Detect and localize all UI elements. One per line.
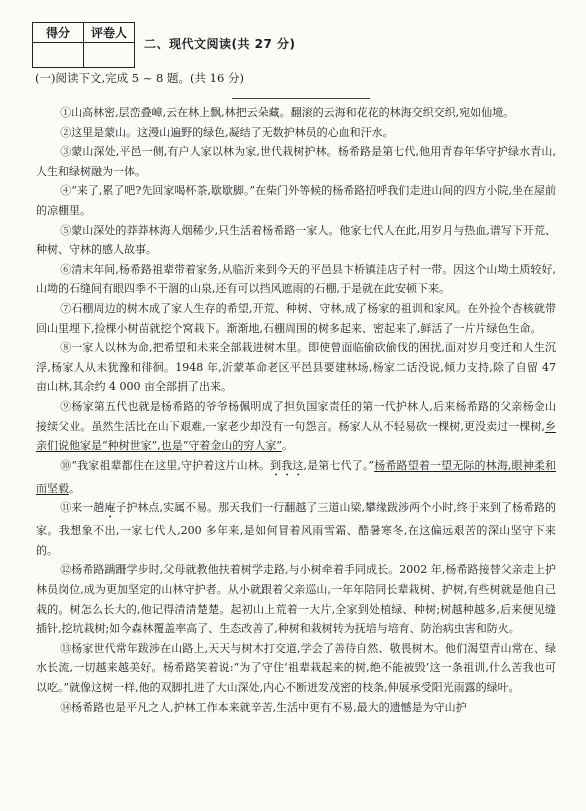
paragraph-3: ③蒙山深处,平邑一侧,有户人家以林为家,世代栽树护林。杨希路是第七代,他用青春年华守护绿水青山,人生和绿树融为一体。 (36, 145, 556, 178)
score-cell (33, 43, 84, 68)
paragraph-13: ⑬杨家世代常年跋涉在山路上,天天与树木打交道,学会了善待自然、敬畏树木。他们渴望青山常在、绿水长流,一切越来越美好。杨希路笑着说:“为了守住‘祖辈栽起来的树,绝不能被毁’这一条祖训,什么苦我也可以吃。”就像这树一样,他的双脚扎进了大山深处,内心不断迸发茂密的枝条,伸展承受阳光雨露的绿叶。 (36, 641, 556, 695)
paragraph-11: ⑪来一趟庵子护林点,实属不易。那天我们一行翻越了三道山梁,攀缘跋涉两个小时,终于来到了杨希路的家。我想象不出,一家七代人,200 多年来,是如何冒着风雨雪霜、酷暑寒冬,在这偏远艰苦的深山坚守下来的。 (36, 501, 557, 557)
passage-title-blank (232, 98, 370, 99)
paragraph-10: ⑩“我家祖辈都住在这里,守护着这片山林。到我这,是第七代了。”杨希路望着一望无际的林海,眼神柔和而坚毅。 (36, 458, 557, 495)
score-header: 得分 (33, 23, 84, 43)
paragraph-5: ⑤蒙山深处的莽莽林海人烟稀少,只生活着杨希路一家人。他家七代人在此,用岁月与热血,谱写下开荒、种树、守林的感人故事。 (36, 223, 556, 257)
paragraph-2: ②这里是蒙山。这漫山遍野的绿色,凝结了无数护林员的心血和汗水。 (60, 125, 394, 139)
paragraph-7: ⑦石棚周边的树木成了家人生存的希望,开荒、种树、守林,成了杨家的祖训和家风。在外捡个杏核就带回山里埋下,捡棵小树苗就挖个窝栽下。渐渐地,石棚周围的树多起来、密起来了,鲜活了一片片绿色生命。 (36, 301, 556, 335)
paragraph-14: ⑭杨希路也是平凡之人,护林工作本来就辛苦,生活中更有不易,最大的遗憾是为守山护 (60, 700, 467, 714)
paragraph-12: ⑫杨希路蹒跚学步时,父母就教他扶着树学走路,与小树牵着手同成长。2002 年,杨希路接替父亲走上护林员岗位,成为更加坚定的山林守护者。从小就跟着父亲巡山,一年年陪同长辈栽树、护树,有些树就是他自己栽的。树怎么长大的,他记得清清楚楚。起初山上荒着一大片,全家到处植绿、种树;树越种越多,后来便见缝插针,挖坑栽树;如今森林覆盖率高了、生态改善了,种树和栽树转为抚培与培育、防治病虫害和防火。 (36, 563, 556, 636)
paragraph-4: ④“来了,累了吧?先回家喝杯茶,歇歇脚。”在柴门外等候的杨希路招呼我们走进山间的四方小院,坐在屋前的凉棚里。 (36, 184, 556, 217)
paragraph-8: ⑧一家人以林为命,把希望和未来全部栽进树木里。即使曾面临偷砍偷伐的困扰,面对岁月变迁和人生沉浮,杨家人从未犹豫和徘徊。1948 年,沂蒙革命老区平邑县要建林场,杨家二话没说,倾力支持,除了自留 47 亩山林,其余约 4 000 亩全部捐了出来。 (36, 341, 556, 394)
score-table (32, 22, 135, 68)
grader-cell (84, 43, 135, 68)
grader-header: 评卷人 (84, 23, 135, 43)
reading-passage (36, 103, 556, 717)
section-title: 二、现代文阅读(共 27 分) (144, 37, 296, 51)
dotted-char-11: 庵 (104, 501, 116, 515)
paragraph-9: ⑨杨家第五代也就是杨希路的爷爷杨佩明成了担负国家责任的第一代护林人,后来杨希路的父亲杨金山接续父业。虽然生活比在山下艰难,一家老少却没有一句怨言。杨家人从不轻易砍一棵树,更没卖过一棵树,乡亲们说他家是“种树世家”,也是“守着金山的穷人家”。 (36, 399, 556, 453)
underlined-sentence-10: 杨希路望着一望无际的林海,眼神柔和而坚毅 (36, 458, 557, 495)
reading-instruction: (一)阅读下文,完成 5 ~ 8 题。(共 16 分) (35, 71, 244, 85)
paragraph-6: ⑥清末年间,杨希路祖辈带着家务,从临沂来到今天的平邑县卞桥镇洼店子村一带。因这个山坳土质较好,山坳的石缝间有眼四季不干涸的山泉,还有可以挡风遮雨的石棚,于是就在此安顿下来。 (36, 262, 556, 296)
paragraph-1: ①山高林密,层峦叠嶂,云在林上飘,林把云朵藏。翻滚的云海和花花的林海交织交织,宛如仙境。 (60, 106, 515, 119)
dotted-phrase-10: 到我这 (270, 458, 304, 472)
underlined-sentence-9: 乡亲们说他家是“种树世家”,也是“守着金山的穷人家” (36, 419, 556, 453)
